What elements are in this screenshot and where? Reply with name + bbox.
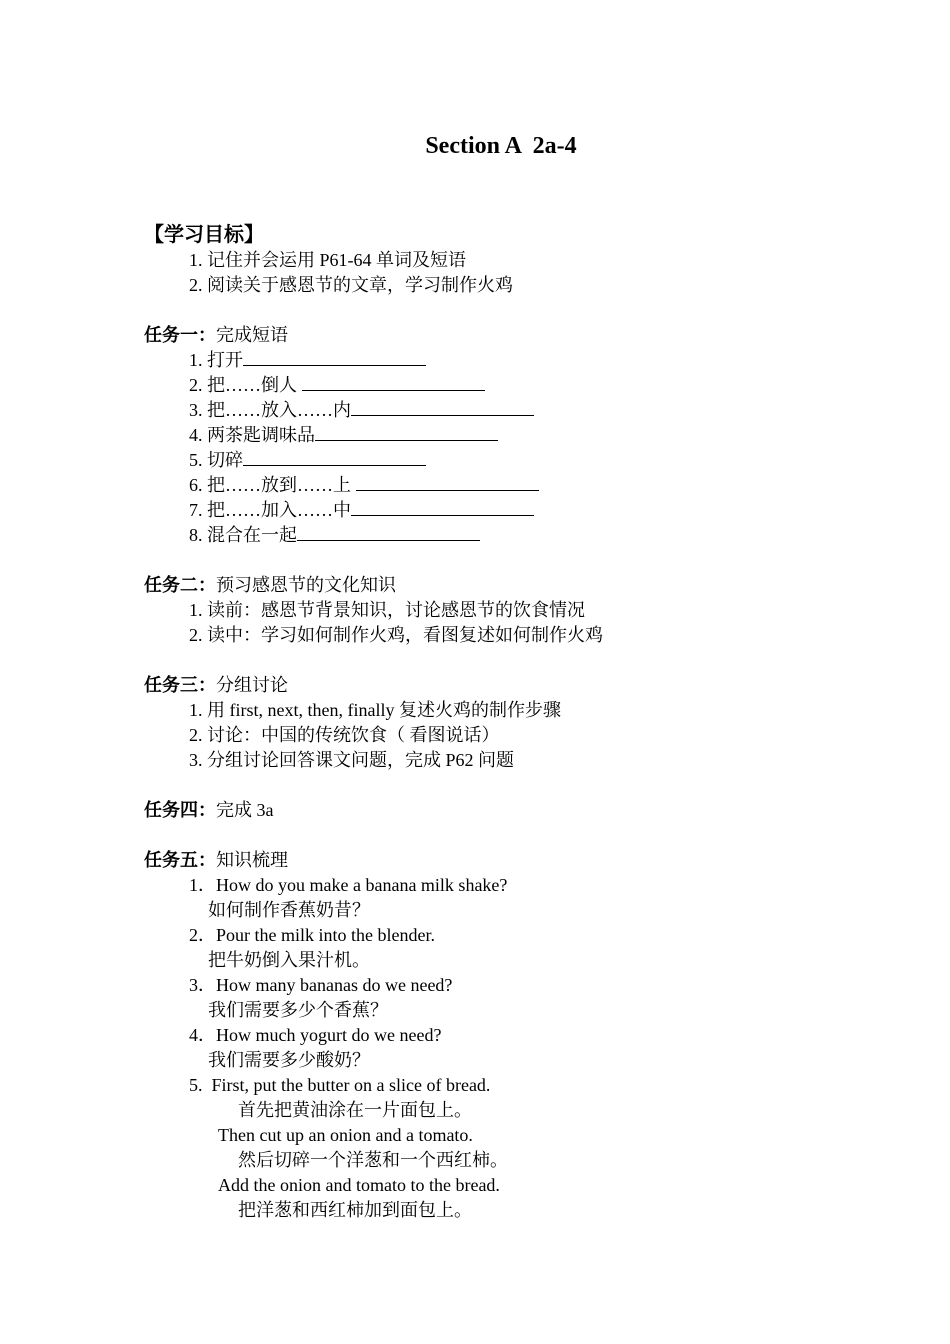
answer-blank (351, 499, 534, 516)
task2-item: 1. 读前：感恩节背景知识，讨论感恩节的饮食情况 (189, 600, 585, 620)
task2-label: 任务二： (144, 575, 216, 595)
sentence-en: Add the onion and tomato to the bread. (218, 1175, 500, 1195)
phrase-item (189, 499, 534, 521)
phrase-text: 5. 切碎 (189, 450, 243, 470)
task1-desc: 完成短语 (216, 325, 288, 345)
sentence-zh: 然后切碎一个洋葱和一个西红柿。 (238, 1150, 508, 1170)
phrase-text: 8. 混合在一起 (189, 525, 297, 545)
task3-heading (144, 674, 288, 696)
sentence-en: Then cut up an onion and a tomato. (218, 1125, 473, 1145)
answer-blank (356, 474, 539, 491)
task4-label: 任务四： (144, 800, 216, 820)
sentence-zh: 首先把黄油涂在一片面包上。 (238, 1100, 472, 1120)
task5-label: 任务五： (144, 850, 216, 870)
phrase-item (189, 424, 498, 446)
phrase-item (189, 399, 534, 421)
objectives-heading: 【学习目标】 (144, 224, 264, 246)
sentence-en: 3．How many bananas do we need? (189, 975, 453, 995)
task1-heading (144, 324, 288, 346)
phrase-text: 4. 两茶匙调味品 (189, 425, 315, 445)
phrase-item (189, 349, 426, 371)
sentence-en: 5. First, put the butter on a slice of bread. (189, 1075, 491, 1095)
sentence-en: 1．How do you make a banana milk shake? (189, 875, 508, 895)
objective-item: 1. 记住并会运用 P61-64 单词及短语 (189, 250, 467, 270)
objective-item: 2. 阅读关于感恩节的文章，学习制作火鸡 (189, 275, 513, 295)
sentence-en: 2．Pour the milk into the blender. (189, 925, 435, 945)
task4-desc: 完成 3a (216, 800, 274, 820)
task3-item: 3. 分组讨论回答课文问题，完成 P62 问题 (189, 750, 515, 770)
sentence-zh: 把牛奶倒入果汁机。 (208, 950, 370, 970)
answer-blank (243, 449, 426, 466)
sentence-zh: 如何制作香蕉奶昔？ (208, 900, 370, 920)
answer-blank (351, 399, 534, 416)
task5-desc: 知识梳理 (216, 850, 288, 870)
task2-heading (144, 574, 396, 596)
sentence-zh: 我们需要多少个香蕉？ (208, 1000, 388, 1020)
answer-blank (243, 349, 426, 366)
task2-item: 2. 读中：学习如何制作火鸡，看图复述如何制作火鸡 (189, 625, 603, 645)
phrase-text: 7. 把……加入……中 (189, 500, 351, 520)
phrase-text: 2. 把……倒人 (189, 375, 302, 395)
phrase-item (189, 524, 480, 546)
answer-blank (297, 524, 480, 541)
answer-blank (302, 374, 485, 391)
page-title: Section A 2a-4 (425, 133, 577, 159)
phrase-text: 1. 打开 (189, 350, 243, 370)
answer-blank (315, 424, 498, 441)
sentence-en: 4．How much yogurt do we need? (189, 1025, 442, 1045)
phrase-item (189, 449, 426, 471)
task5-heading (144, 849, 288, 871)
task4-heading (144, 799, 274, 821)
phrase-text: 3. 把……放入……内 (189, 400, 351, 420)
task3-item: 1. 用 first, next, then, finally 复述火鸡的制作步骤 (189, 700, 561, 720)
phrase-text: 6. 把……放到……上 (189, 475, 356, 495)
task3-item: 2. 讨论：中国的传统饮食（ 看图说话） (189, 725, 500, 745)
sentence-zh: 把洋葱和西红柿加到面包上。 (238, 1200, 472, 1220)
task3-label: 任务三： (144, 675, 216, 695)
phrase-item (189, 474, 539, 496)
task2-desc: 预习感恩节的文化知识 (216, 575, 396, 595)
task1-label: 任务一： (144, 325, 216, 345)
phrase-item (189, 374, 485, 396)
task3-desc: 分组讨论 (216, 675, 288, 695)
sentence-zh: 我们需要多少酸奶？ (208, 1050, 370, 1070)
